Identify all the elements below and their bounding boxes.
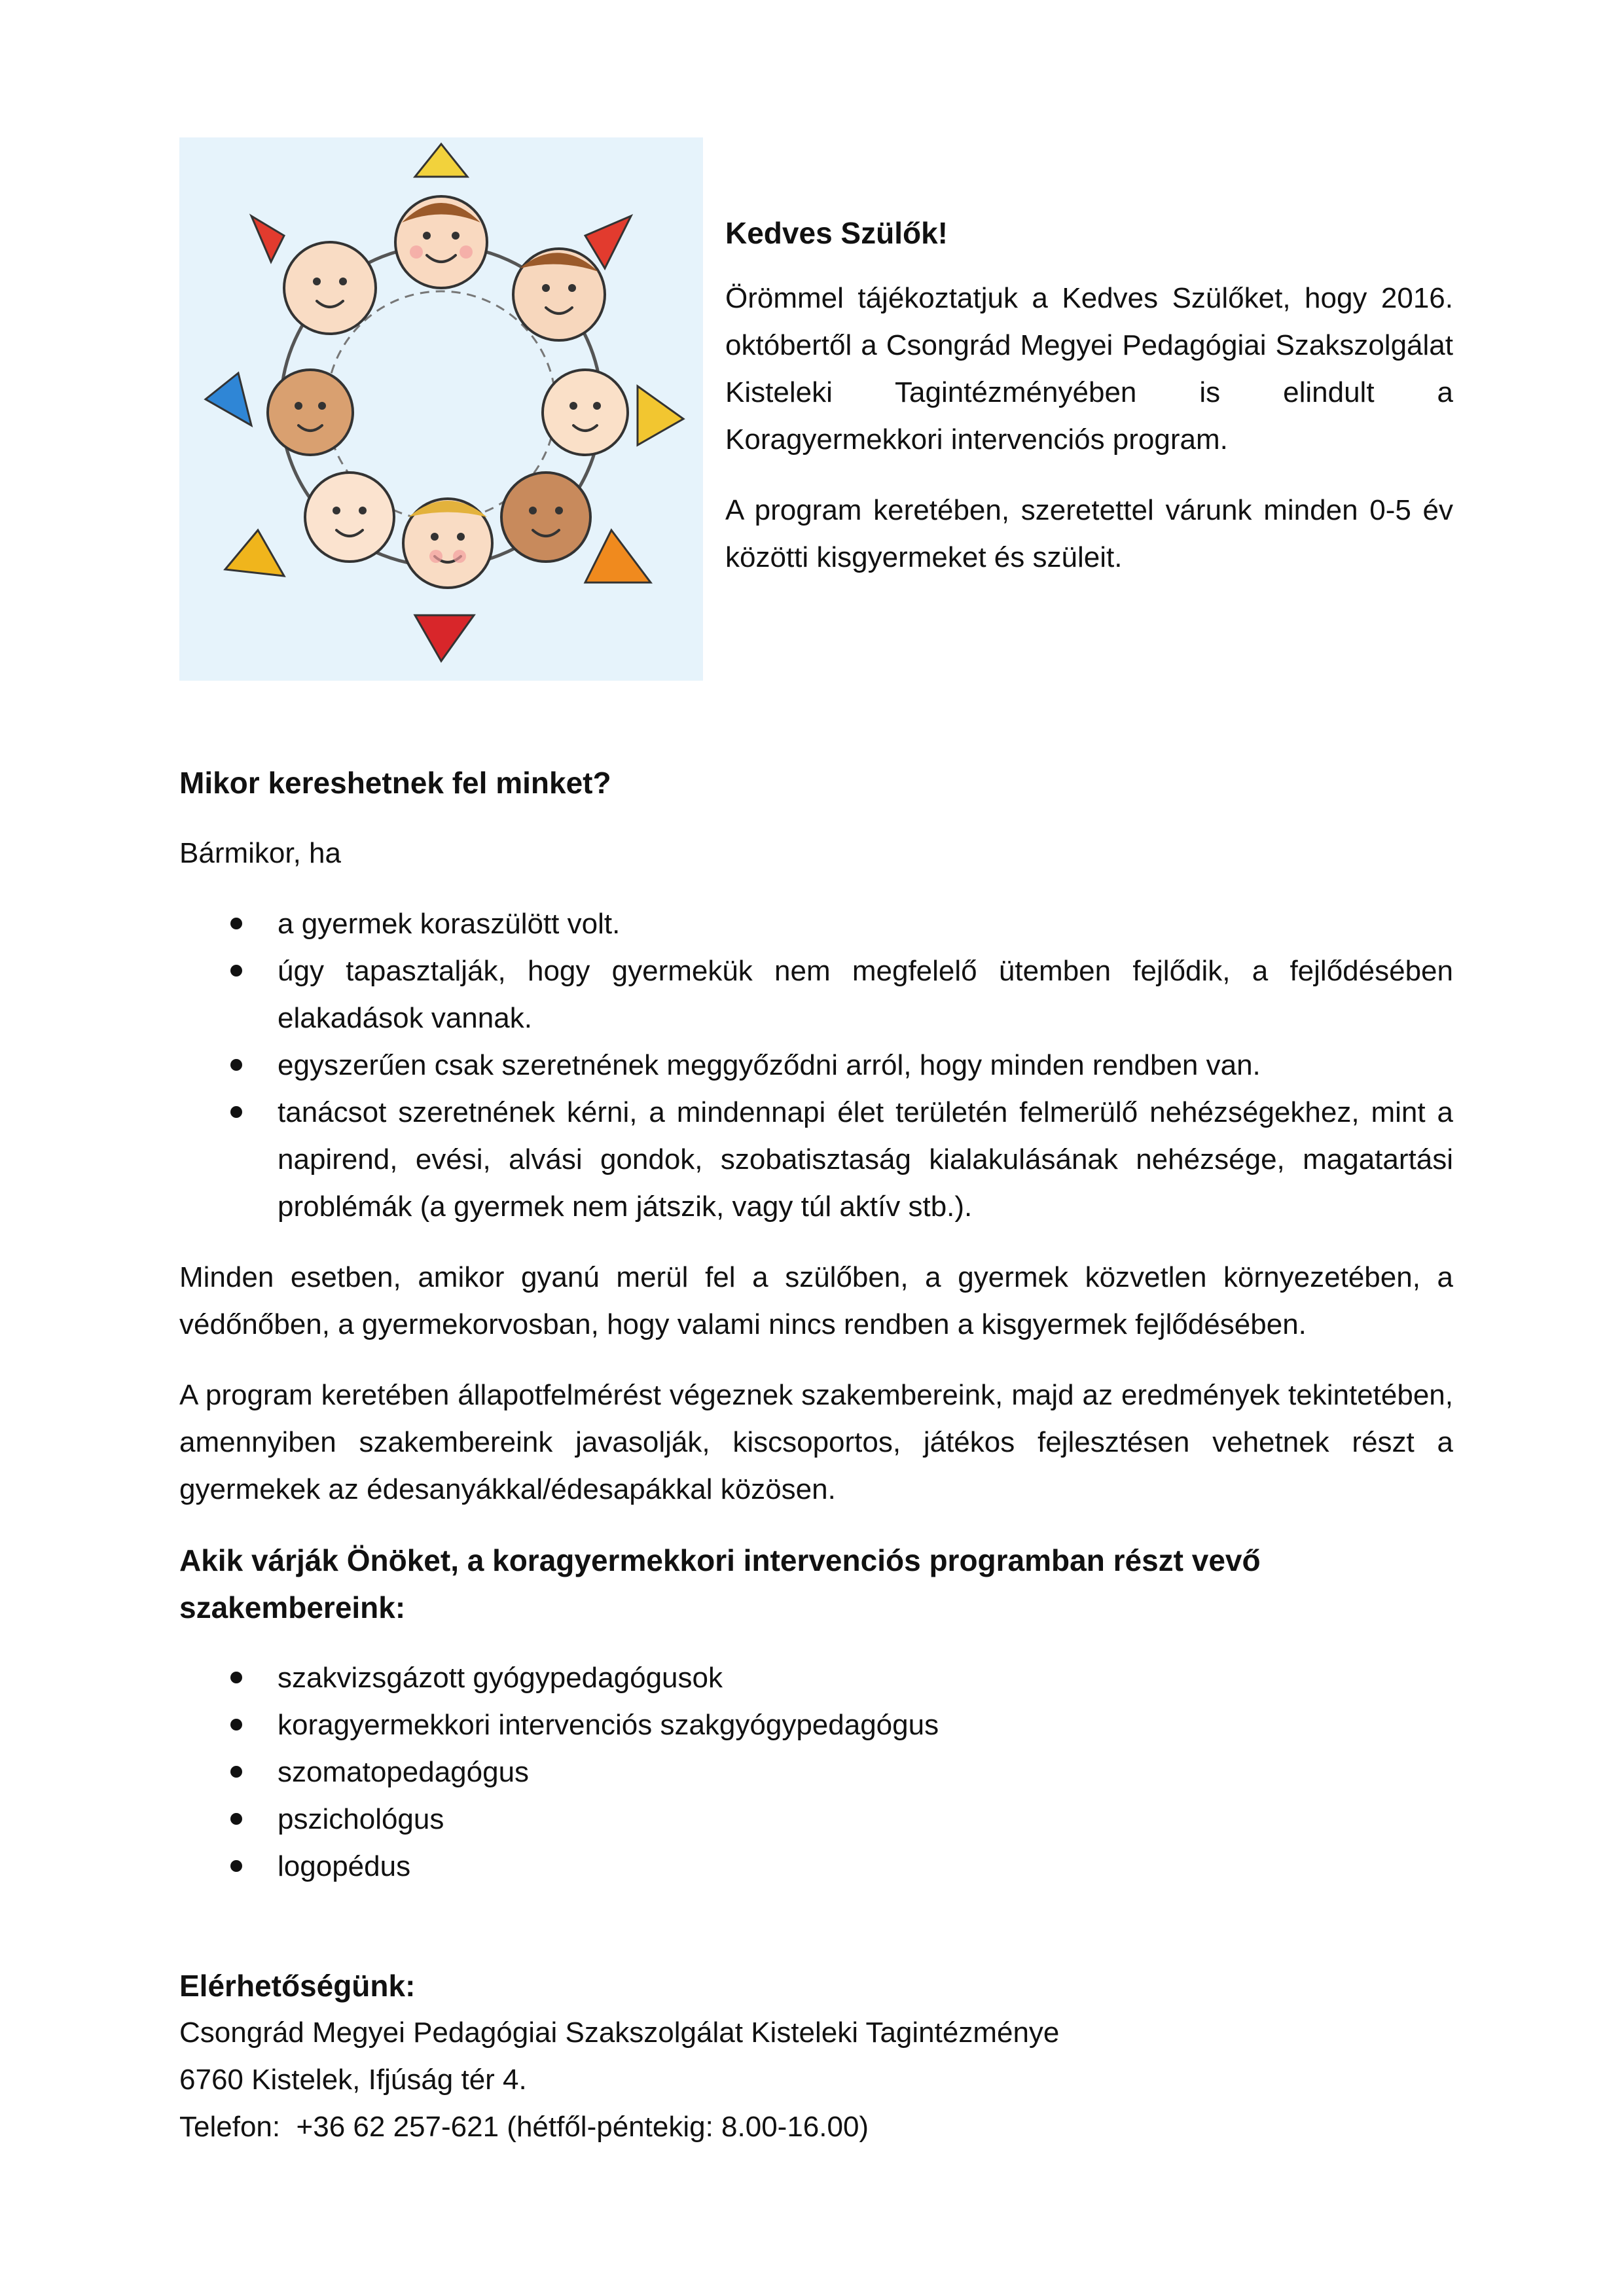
bullet-icon: [230, 965, 242, 977]
list-item: [179, 1843, 1453, 1890]
contact-address: 6760 Kistelek, Ifjúság tér 4.: [179, 2064, 527, 2096]
list-item-text: szakvizsgázott gyógypedagógusok: [278, 1662, 723, 1694]
list-item: [179, 901, 1453, 948]
contact-institution: Csongrád Megyei Pedagógiai Szakszolgálat Kisteleki Tagintézménye: [179, 2017, 1060, 2049]
bullet-icon: [230, 1672, 242, 1683]
specialists-list: [179, 1655, 1453, 1890]
list-item: [179, 1042, 1453, 1089]
list-item-text: pszichológus: [278, 1803, 444, 1835]
section-heading: Mikor kereshetnek fel minket?: [179, 766, 611, 800]
contact-title: Elérhetőségünk:: [179, 1969, 416, 2003]
bullet-icon: [230, 1766, 242, 1778]
bullet-icon: [230, 1059, 242, 1071]
list-item: [179, 948, 1453, 1042]
intro-section: [725, 209, 1453, 605]
list-item: [179, 1089, 1453, 1230]
list-item-text: úgy tapasztalják, hogy gyermekük nem megfelelő ütemben fejlődik, a fejlődésében elakadások vannak.: [278, 955, 1453, 1034]
bullet-icon: [230, 1813, 242, 1825]
bullet-icon: [230, 1860, 242, 1872]
main-content: [179, 759, 1453, 2151]
intro-paragraph: Örömmel tájékoztatjuk a Kedves Szülőket, hogy 2016. októbertől a Csongrád Megyei Pedagógiai Szakszolgálat Kisteleki Tagintézményében is elindult a Koragyermekkori intervenciós program.: [725, 282, 1453, 456]
list-item-text: szomatopedagógus: [278, 1756, 530, 1788]
list-item: [179, 1702, 1453, 1749]
greeting: Kedves Szülők!: [725, 216, 948, 250]
bullet-list: [179, 901, 1453, 1230]
list-item: [179, 1749, 1453, 1796]
contact-phone: Telefon: +36 62 257-621 (hétfől-péntekig: 8.00-16.00): [179, 2111, 869, 2143]
contact-block: [179, 1962, 1453, 2151]
children-ring-image: [179, 137, 703, 681]
list-item: [179, 1655, 1453, 1702]
list-item-text: tanácsot szeretnének kérni, a mindennapi élet területén felmerülő nehézségekhez, mint a napirend, evési, alvási gondok, szobatisztaság kialakulásának nehézsége, magatartási problémák (a gyermek nem játszik, vagy túl aktív stb.).: [278, 1096, 1453, 1223]
list-item-text: koragyermekkori intervenciós szakgyógypedagógus: [278, 1709, 939, 1741]
body-paragraph: A program keretében állapotfelmérést végeznek szakembereink, majd az eredmények tekintetében, amennyiben szakembereink javasolják, kiscsoportos, játékos fejlesztésen vehetnek részt a gyermekek az édesanyákkal/édesapákkal közösen.: [179, 1379, 1453, 1505]
body-paragraph: Minden esetben, amikor gyanú merül fel a szülőben, a gyermek közvetlen környezetében, a védőnőben, a gyermekorvosban, hogy valami nincs rendben a kisgyermek fejlődésében.: [179, 1261, 1453, 1340]
list-item-text: logopédus: [278, 1850, 411, 1882]
list-item-text: a gyermek koraszülött volt.: [278, 908, 621, 940]
list-item: [179, 1796, 1453, 1843]
bullet-icon: [230, 1106, 242, 1118]
bullet-icon: [230, 1719, 242, 1731]
children-circle-illustration: [179, 137, 703, 681]
list-item-text: egyszerűen csak szeretnének meggyőződni arról, hogy minden rendben van.: [278, 1049, 1261, 1081]
bullet-icon: [230, 918, 242, 929]
section-heading: Akik várják Önöket, a koragyermekkori intervenciós programban részt vevő szakembereink:: [179, 1543, 1261, 1624]
intro-paragraph: A program keretében, szeretettel várunk minden 0-5 év közötti kisgyermeket és szüleit.: [725, 494, 1453, 573]
section-lead: Bármikor, ha: [179, 837, 341, 869]
